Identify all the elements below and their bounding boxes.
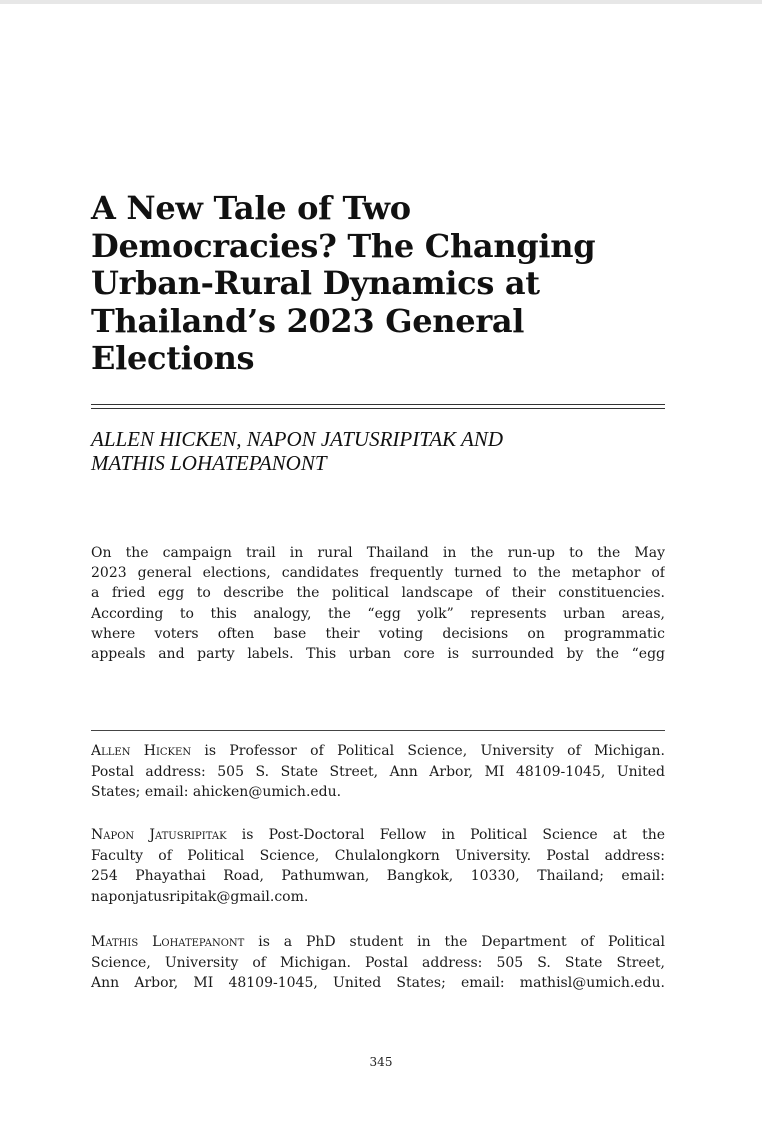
note-line: Napon Jatusripitak is Post-Doctoral Fellow in Political Science at the [91,827,665,843]
note-line: States; email: ahicken@umich.edu. [91,784,342,800]
note-line: Mathis Lohatepanont is a PhD student in the Department of Political [91,934,665,950]
body-line: where voters often base their voting decisions on programmatic [91,625,665,642]
note-line: Allen Hicken is Professor of Political Science, University of Michigan. [91,743,665,759]
author-byline [91,427,671,475]
author-name: Napon Jatusripitak [91,827,227,843]
author-note-lohatepanont [91,932,665,994]
note-line: Science, University of Michigan. Postal address: 505 S. State Street, [91,954,665,971]
body-line: appeals and party labels. This urban core is surrounded by the “egg [91,646,665,663]
title-line: Elections [91,339,255,377]
note-line: naponjatusripitak@gmail.com. [91,888,309,905]
body-line: a fried egg to describe the political landscape of their constituencies. [91,585,665,602]
page-top-edge [0,0,762,4]
title-line: Urban-Rural Dynamics at [91,264,540,302]
note-line: Postal address: 505 S. State Street, Ann Arbor, MI 48109-1045, United [91,763,665,780]
body-line: 2023 general elections, candidates frequently turned to the metaphor of [91,565,665,582]
author-line: ALLEN HICKEN, NAPON JATUSRIPITAK AND [91,427,504,451]
footnote-divider [91,730,665,731]
article-body [91,543,665,664]
article-title [91,190,671,378]
note-line: Ann Arbor, MI 48109-1045, United States; email: mathisl@umich.edu. [91,975,665,991]
title-line: Democracies? The Changing [91,226,596,265]
note-line: Faculty of Political Science, Chulalongkorn University. Postal address: [91,847,665,864]
title-line: Thailand’s 2023 General [91,301,525,340]
body-line: According to this analogy, the “egg yolk” represents urban areas, [91,605,665,622]
page-number: 345 [369,1055,393,1069]
body-line: On the campaign trail in rural Thailand in the run-up to the May [91,545,665,561]
author-note-hicken [91,741,665,803]
author-name: Allen Hicken [91,743,192,759]
author-note-jatusripitak [91,825,665,907]
author-line: MATHIS LOHATEPANONT [91,451,327,475]
note-line: 254 Phayathai Road, Pathumwan, Bangkok, 10330, Thailand; email: [91,868,665,884]
author-name: Mathis Lohatepanont [91,934,245,950]
title-divider [91,404,665,409]
title-line: A New Tale of Two [91,189,411,227]
